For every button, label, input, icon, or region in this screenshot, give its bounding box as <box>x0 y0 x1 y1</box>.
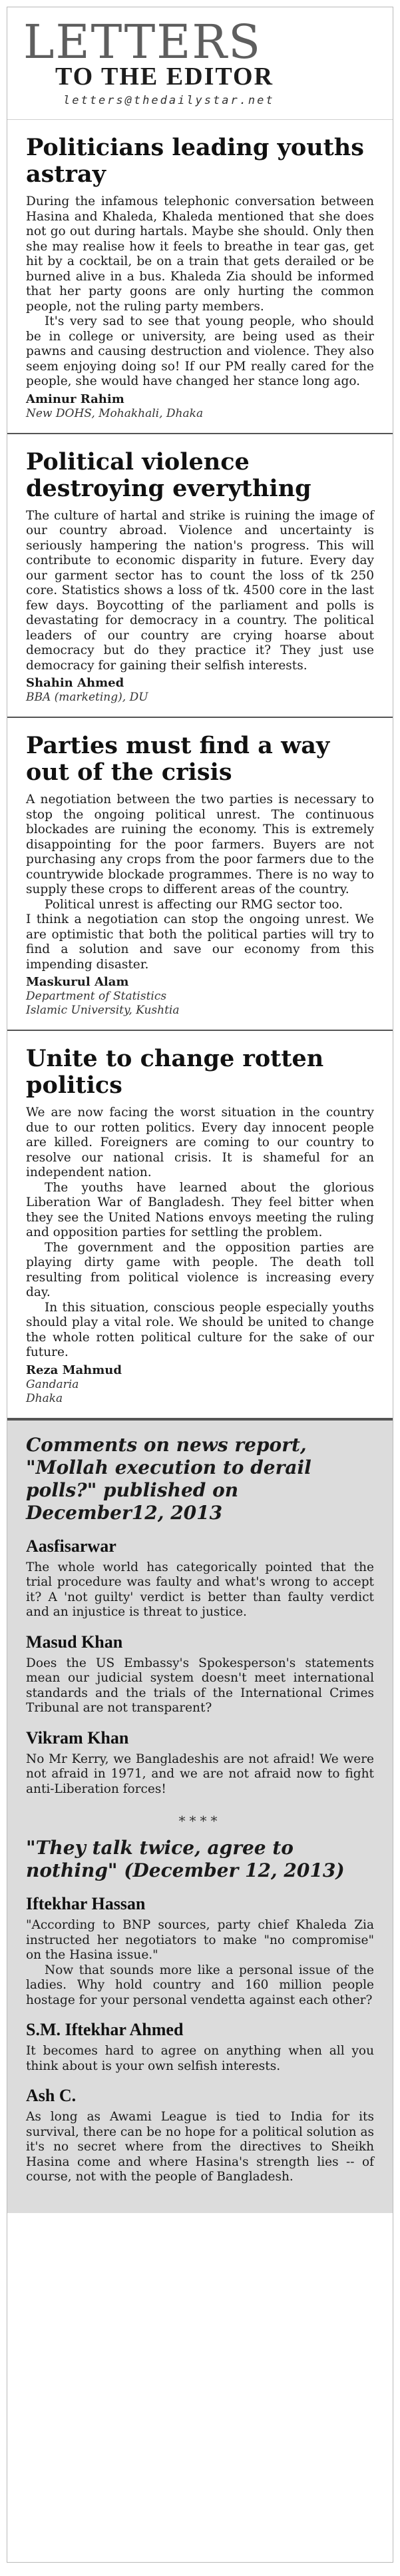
comment-item <box>26 1894 374 2008</box>
comments-heading: Comments on news report, "Mollah execution to derail polls?" published on December12, 2013 <box>26 1433 311 1524</box>
letter-body <box>26 194 374 390</box>
comment-text: The whole world has categorically pointed that the trial procedure was faulty and what's wrong to accept it? A 'not guilty' verdict is better than faulty verdict and an injustice is threat to justice. <box>26 1560 374 1619</box>
comment-text: Now that sounds more like a personal issue of the ladies. Why hold country and 160 million people hostage for your personal vendetta against each other? <box>26 1963 374 2007</box>
comment-text: "According to BNP sources, party chief Khaleda Zia instructed her negotiators to make "no compromise" on the Hasina issue." <box>26 1918 374 1962</box>
letter-affiliation: New DOHS, Mohakhali, Dhaka <box>26 406 204 420</box>
letter-paragraph: In this situation, conscious people especially youths should play a vital role. We should be united to change the whole rotten political culture for the sake of our future. <box>26 1300 374 1359</box>
letter-paragraph: We are now facing the worst situation in the country due to our rotten politics. Every day innocent people are killed. Foreigners are coming to our country to resolve our national crisis. It is shameful for an independent nation. <box>26 1106 374 1179</box>
comment-author: S.M. Iftekhar Ahmed <box>26 2020 184 2039</box>
letter-affiliation: BBA (marketing), DU <box>26 691 148 704</box>
comment-author: Aasfisarwar <box>26 1536 116 1556</box>
letter-author: Aminur Rahim <box>26 392 124 406</box>
letter-paragraph: I think a negotiation can stop the ongoing unrest. We are optimistic that both the political parties will try to find a solution and save our economy from this impending disaster. <box>26 912 374 972</box>
letter-1 <box>7 120 393 434</box>
letter-author: Reza Mahmud <box>26 1363 122 1377</box>
comment-author: Iftekhar Hassan <box>26 1894 146 1913</box>
letter-title: Unite to change rotten politics <box>26 1045 324 1099</box>
letter-body <box>26 509 374 674</box>
letter-affiliation: Department of Statistics <box>26 990 167 1003</box>
masthead-email[interactable]: letters@thedailystar.net <box>63 94 275 107</box>
comment-item <box>26 1728 374 1797</box>
letter-paragraph: Political unrest is affecting our RMG sector too. <box>45 897 343 912</box>
letter-body <box>26 793 374 972</box>
comment-author: Masud Khan <box>26 1632 123 1652</box>
comment-author: Vikram Khan <box>26 1728 129 1748</box>
letter-paragraph: The culture of hartal and strike is ruining the image of our country abroad. Violence and uncertainty is seriously hampering the nation's progress. This will contribute to economic disparity in future. Every day our garment sector has to count the loss of tk 250 core. Statistics shows a loss of tk. 4500 core in the last few days. Boycotting of the parliament and polls is devastating for democracy in a country. The political leaders of our country are crying hoarse about democracy but do they practice it? They just use democracy for gaining their selfish interests. <box>26 508 374 673</box>
comment-text: As long as Awami League is tied to India for its survival, there can be no hope for a political solution as it's no secret where from the directives to Sheikh Hasina come and where Hasina's strength lies -- of course, not with the people of Bangladesh. <box>26 2110 374 2184</box>
letter-paragraph: A negotiation between the two parties is necessary to stop the ongoing political unrest. The continuous blockades are ruining the economy. This is extremely disappointing for the poor farmers. Buyers are not purchasing any crops from the poor farmers due to the countrywide blockade programmes. There is no way to supply these crops to different areas of the country. <box>26 793 374 896</box>
section-separator: **** <box>178 1813 222 1829</box>
letter-paragraph: The government and the opposition parties are playing dirty game with people. The death toll resulting from political violence is increasing every day. <box>26 1240 374 1299</box>
comment-item <box>26 2020 374 2074</box>
masthead <box>7 7 393 120</box>
comment-item <box>26 2086 374 2185</box>
letter-4 <box>7 1031 393 1419</box>
masthead-subtitle: TO THE EDITOR <box>55 63 274 91</box>
letter-3 <box>7 718 393 1031</box>
letter-paragraph: During the infamous telephonic conversation between Hasina and Khaleda, Khaleda mentioned that she does not go out during hartals. Maybe she should. Only then she may realise how it feels to breathe in tear gas, get hit by a cocktail, be on a train that gets derailed or be burned alive in a bus. Khaleda Zia should be informed that her party goons are only hurting the common people, not the ruling party members. <box>26 194 374 314</box>
masthead-title: LETTERS <box>23 15 262 69</box>
letter-body <box>26 1106 374 1361</box>
comment-text: No Mr Kerry, we Bangladeshis are not afraid! We were not afraid in 1971, and we are not afraid now to fight anti-Liberation forces! <box>26 1752 374 1796</box>
letter-affiliation: Dhaka <box>26 1391 63 1405</box>
comments-heading: "They talk twice, agree to nothing" (December 12, 2013) <box>26 1837 345 1881</box>
letter-title: Parties must find a way out of the crisis <box>26 732 330 786</box>
letter-author: Shahin Ahmed <box>26 676 124 690</box>
letter-title: Political violence destroying everything <box>26 448 311 502</box>
letter-paragraph: It's very sad to see that young people, who should be in college or university, are being used as their pawns and causing destruction and violence. They also seem enjoying doing so! If our PM really cared for the people, she would have changed her stance long ago. <box>26 314 374 388</box>
comment-text: Does the US Embassy's Spokesperson's statements mean our judicial system doesn't meet international standards and the trials of the International Crimes Tribunal are not transparent? <box>26 1656 374 1715</box>
letter-author: Maskurul Alam <box>26 975 129 989</box>
comment-text: It becomes hard to agree on anything when all you think about is your own selfish interests. <box>26 2044 374 2073</box>
letter-affiliation: Islamic University, Kushtia <box>26 1004 180 1017</box>
comment-item <box>26 1632 374 1716</box>
letter-2 <box>7 434 393 719</box>
comments-section <box>7 1419 393 2213</box>
comment-item <box>26 1536 374 1620</box>
letter-title: Politicians leading youths astray <box>26 134 364 188</box>
letter-affiliation: Gandaria <box>26 1377 79 1391</box>
comment-author: Ash C. <box>26 2086 77 2105</box>
letter-paragraph: The youths have learned about the glorious Liberation War of Bangladesh. They feel bitter when they see the United Nations envoys meeting the ruling and opposition parties for settling the problem. <box>26 1180 374 1239</box>
letters-page <box>7 7 393 2563</box>
